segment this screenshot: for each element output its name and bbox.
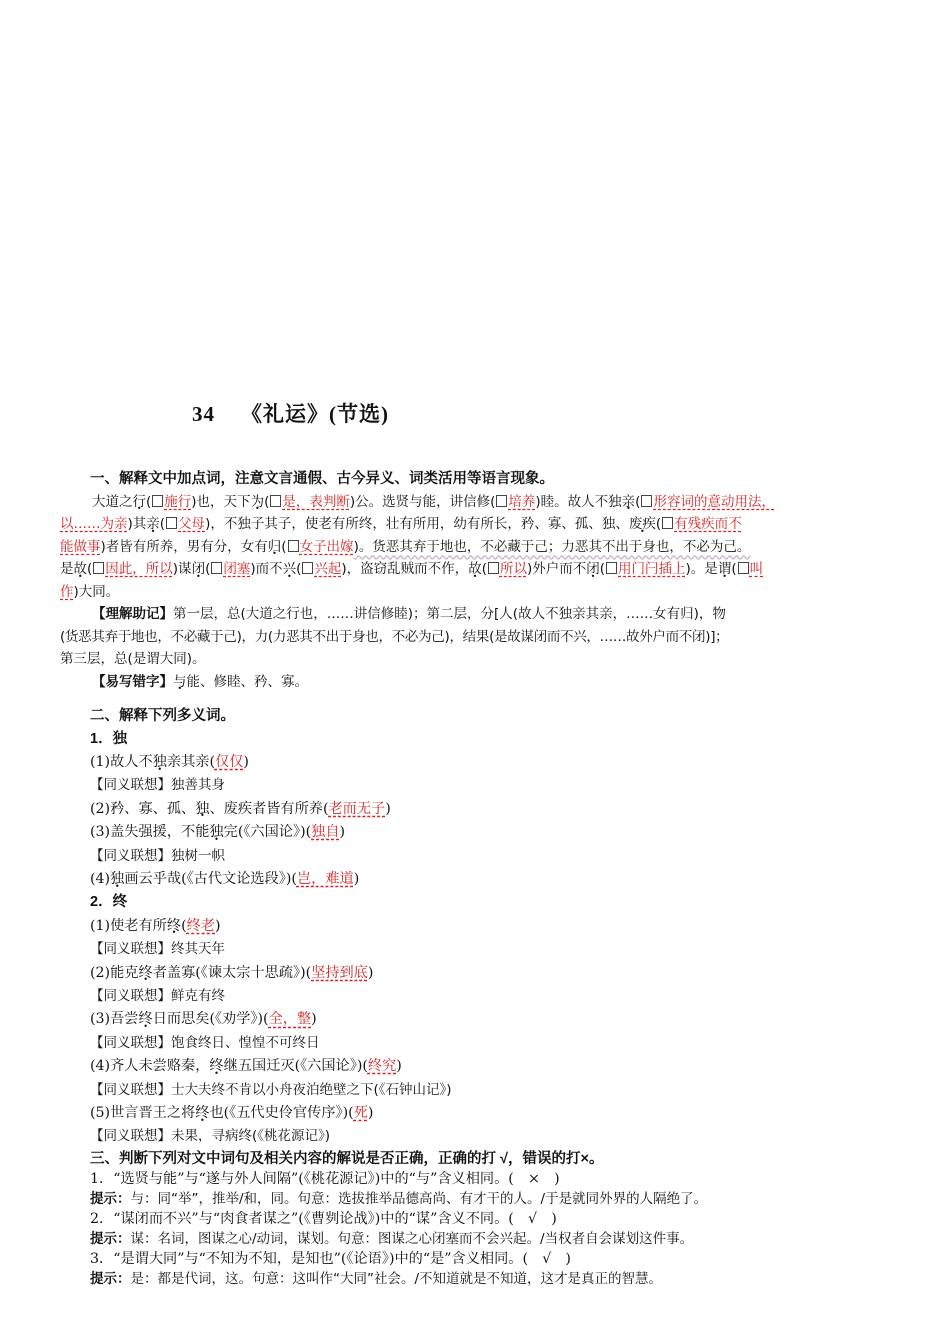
answer: 所以 [499,561,527,577]
blank-box [152,495,163,507]
text: )，盗窃乱贼而不作， [341,561,469,577]
answer: 因此，所以 [105,561,173,577]
memo-block [60,603,900,671]
dotted-word: 终 [166,917,182,934]
blank-box [606,562,617,574]
text: 、废疾者皆有所养( [209,800,329,817]
dotted-word: 行 [132,493,146,510]
text: ( [655,516,662,532]
text: ) [367,1105,374,1121]
blank-box [93,562,104,574]
answer: 终究 [367,1058,397,1075]
text: ) [311,1011,317,1028]
section3-heading: 三、判断下列对文中词句及相关内容的解说是否正确，正确的打 √，错误的打×。 [90,1150,604,1167]
text: (1)故人不 [90,753,153,770]
typo-text: 能、修睦、矜、寡。 [186,673,308,690]
dotted-word: 独 [110,870,125,887]
answer: 形容词的意动用法， [653,493,775,510]
passage-line-1 [60,491,900,514]
text: (2)能克 [90,964,139,981]
section2-body [60,728,900,1149]
dotted-word: 故 [468,561,482,577]
dotted-word: 终 [138,1011,153,1028]
word-2-synonym-3: 【同义联想】饱食终日、惶惶不可终日 [90,1034,320,1051]
dotted-word: 废疾 [628,516,656,532]
content [60,468,900,1289]
text: ) [339,824,346,841]
memo-line-2: (货恶其弃于地也，不必藏于己)，力(力恶其不出于身也，不必为己)，结果(是故谋闭而不兴，……故外户而不闭)]； [60,628,729,645]
word-1-item-1 [90,751,900,774]
dotted-word: 兴 [282,561,297,577]
passage-line-3 [60,536,900,559]
word-2-synonym-5: 【同义联想】未果，寻病终(《桃花源记》) [90,1128,331,1145]
text: )公。选贤与能，讲信修( [349,493,496,510]
memo-line-3: 第三层，总(是谓大同)。 [60,651,206,667]
tip-label: 提示： [90,1270,131,1286]
text: ( [635,493,641,510]
text: ) [243,753,249,770]
answer: 叫 [749,561,764,577]
text: 也(《五代史伶官传序》)( [209,1105,354,1121]
answer: 有残疾而不 [674,516,742,532]
word-2-item-3 [90,1008,900,1031]
text: )睦。故人不独 [535,493,622,510]
dotted-word: 亲 [621,493,636,510]
text: ( [281,538,287,555]
answer: 培养 [508,493,536,510]
word-2-item-2 [90,962,900,985]
answer: 施行 [164,493,192,510]
section2-heading: 二、解释下列多义词。 [90,708,235,724]
text: (2)矜、寡、孤、 [90,800,196,817]
answer: 女子出嫁 [299,538,354,555]
blank-box [288,540,299,552]
word-2-item-4 [90,1055,900,1078]
passage-line-5 [60,581,900,604]
text: ( [264,493,270,510]
text: 完(《六国论》)( [223,824,312,841]
text: (4)齐人未尝赂秦， [90,1058,210,1075]
text: )其 [127,516,147,532]
text: )也，天下 [191,493,251,510]
question-3: 3．“是谓大同”与“不知为不知，是知也”(《论语》)中的“是”含义相同。( √ ) [90,1250,571,1267]
dotted-word: 闭 [586,561,600,577]
dotted-word: 故 [73,561,87,577]
word-1-synonym-1: 【同义联想】独善其身 [90,777,225,794]
text: 者盖寡(《谏太宗十思疏》)( [152,964,312,981]
dotted-word: 独 [195,800,210,817]
word-1-head: 1．独 [90,730,128,747]
text: ( [599,561,606,577]
word-2-item-1 [90,915,900,938]
text: ( [146,493,152,510]
word-2-synonym-2: 【同义联想】鲜克有终 [90,987,225,1004]
answer: 全，整 [268,1011,312,1028]
dotted-word: 独 [209,824,224,841]
blank-box [211,562,222,574]
tip-label: 提示： [90,1190,131,1206]
word-2-item-5 [90,1102,900,1125]
text: )。是 [685,561,718,577]
dotted-word: 归 [267,538,282,555]
word-2-synonym-1: 【同义联想】终其天年 [90,941,225,958]
typo-label: 【易写错字】 [92,673,173,689]
text: 是 [60,561,74,577]
answer: 父母 [178,516,206,532]
text: 画云乎哉(《古代文论选段》)( [124,870,297,887]
answer: 坚持到底 [311,964,368,981]
tip-text: 是：都是代词，这。句意：这叫作“大同”社会。/不知道就是不知道，这才是真正的智慧。 [130,1270,663,1287]
answer: 终老 [186,917,215,934]
text: )者皆有所养，男有分，女有 [100,538,268,555]
tip-2 [90,1229,900,1249]
passage-line-4 [60,558,900,581]
text: 大道之 [92,493,133,510]
answer: 老而无子 [328,800,386,817]
text: ) [385,800,391,817]
answer: 用门闩插上 [618,561,686,577]
text: ) [367,964,374,981]
text: )。货恶其弃于地也，不必藏于己；力恶其不出于身也，不必为己。 [353,538,751,555]
blank-box [302,562,313,574]
answer: 是，表判断 [282,493,350,510]
text: ( [296,561,302,577]
answer: 以……为亲 [60,516,128,532]
tip-text: 谋：名词，图谋之心/动词，谋划。句意：图谋之心闭塞而不会兴起。/当权者自会谋划这件事。 [130,1230,694,1247]
answer: 岂，难道 [296,870,354,887]
word-1-item-4 [90,868,900,891]
lesson-number: 34 [192,402,215,426]
answer: 仅仅 [214,753,244,770]
question-2: 2．“谋闭而不兴”与“肉食者谋之”(《曹刿论战》)中的“谋”含义不同。( √ ) [90,1210,557,1227]
blank-box [641,495,652,507]
word-2-head: 2．终 [90,894,128,911]
dotted-word: 闭 [191,561,206,577]
answer: 作 [60,583,74,600]
text: (5)世言晋王之将 [90,1105,196,1121]
section3 [60,1149,900,1289]
question-1: 1．“选贤与能”与“遂与外人间隔”(《桃花源记》)中的“与”含义相同。( × ) [90,1170,560,1187]
dotted-word: 为 [250,493,265,510]
text: ( [205,561,211,577]
text: ) [215,917,221,934]
text: )而不 [250,561,283,577]
section1-passage [60,491,900,604]
blank-box [738,562,749,574]
text: ( [481,561,487,577]
text: 亲其亲( [166,753,215,770]
tip-text: 与：同“举”，推举/和，同。句意：选拔推举品德高尚、有才干的人。/于是就同外界的人隔绝了。 [130,1190,708,1207]
blank-box [270,495,281,507]
text: ) [396,1058,402,1075]
text: ) [353,870,360,887]
text: )谋 [172,561,192,577]
blank-box [488,562,499,574]
tip-1 [90,1189,900,1209]
tip-label: 提示： [90,1230,131,1246]
section1-heading: 一、解释文中加点词，注意文言通假、古今异义、词类活用等语言现象。 [90,471,554,487]
dotted-word: 谓 [717,561,732,577]
dotted-word: 终 [138,964,153,981]
typo-line [60,671,900,694]
lesson-title: 《礼运》(节选) [241,402,389,426]
answer: 能做事 [60,538,101,555]
answer: 闭塞 [223,561,251,577]
dotted-word: 终 [195,1105,210,1121]
text: 日而思矣(《劝学》)( [152,1011,269,1028]
page-title [192,398,389,428]
answer: 独自 [311,824,340,841]
dotted-word: 终 [209,1058,224,1075]
blank-box [496,495,507,507]
text: ( [181,917,187,934]
answer: 兴起 [314,561,342,577]
text: (3)吾尝 [90,1011,139,1028]
text: (3)盖失强援，不能 [90,824,210,841]
blank-box [166,517,177,529]
dotted-word: 与 [173,673,187,690]
word-2-synonym-4: 【同义联想】士大夫终不肯以小舟夜泊绝壁之下(《石钟山记》) [90,1081,452,1098]
word-1-item-3 [90,821,900,844]
text: 继五国迁灭(《六国论》)( [223,1058,368,1075]
text: ( [731,561,737,577]
memo-line-1 [60,603,900,626]
passage-line-2 [60,513,900,536]
word-1-item-2 [90,798,900,821]
text: )，不独子其子，使老有所终，壮有所用，幼有所长，矜、寡、孤、独、 [205,516,629,532]
dotted-word: 亲 [146,516,160,532]
dotted-word: 独 [152,753,167,770]
text: (4) [90,870,111,887]
blank-box [662,517,673,529]
text: ( [159,516,166,532]
text: )外户而不 [526,561,587,577]
text: ( [87,561,93,577]
tip-3 [90,1269,900,1289]
memo-label: 【理解助记】 [92,606,173,621]
memo-text: 第一层，总(大道之行也，……讲信修睦)；第二层，分[人(故人不独亲其亲，……女有归)，物 [173,606,726,622]
text: )大同。 [73,583,120,600]
answer: 死 [353,1105,368,1121]
text: (1)使老有所 [90,917,167,934]
word-1-synonym-3: 【同义联想】独树一帜 [90,847,225,864]
